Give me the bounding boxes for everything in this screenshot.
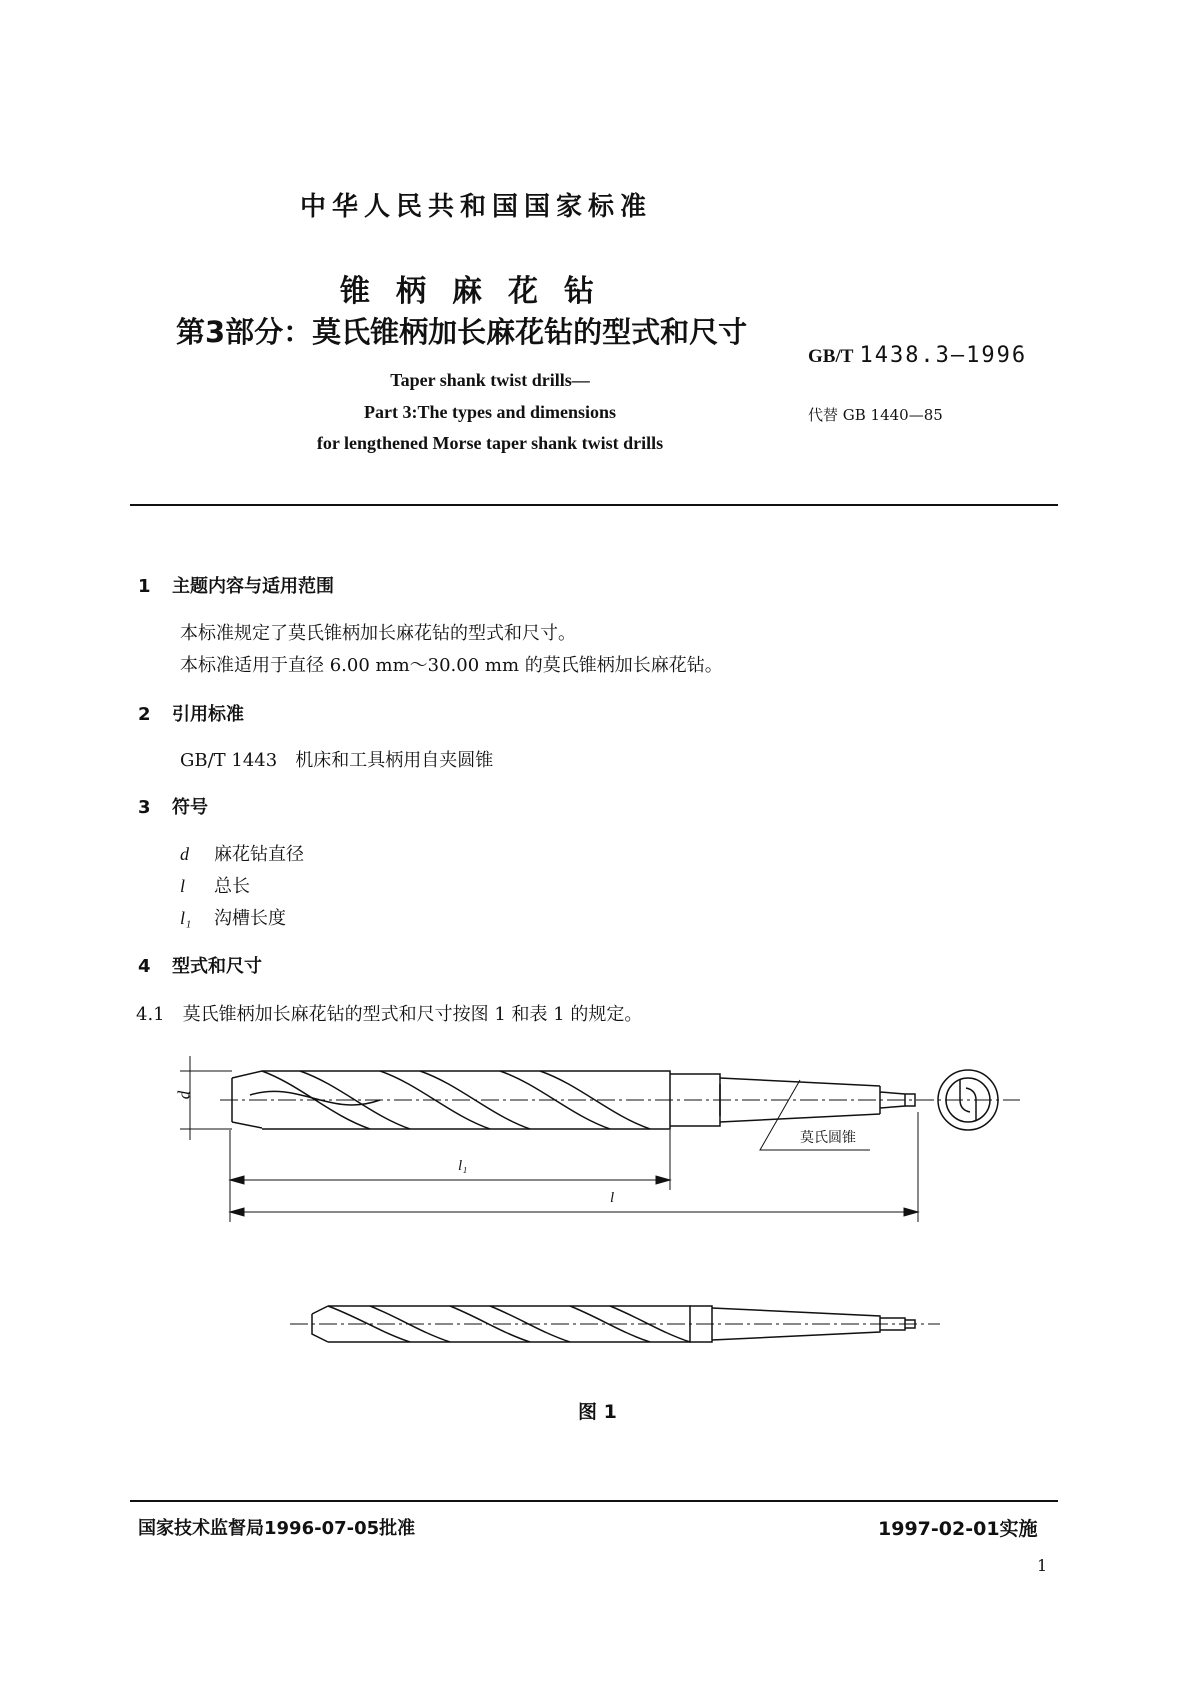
standard-number-value: 1438.3—1996 [859,343,1028,368]
section-1-paragraph-2: 本标准适用于直径 6.00 mm～30.00 mm 的莫氏锥柄加长麻花钻。 [180,655,723,676]
section-title: 引用标准 [172,704,244,725]
replaces-note: 代替 GB 1440—85 [808,406,943,424]
symbol-desc: 沟槽长度 [214,908,286,929]
section-number: 3 [138,797,151,818]
figure-caption: 图 1 [578,1401,617,1423]
footer-divider [130,1500,1058,1502]
page-number: 1 [1037,1556,1048,1575]
dim-label-d: d [174,1090,194,1100]
implementation-date: 1997-02-01实施 [878,1518,1038,1540]
approval-note: 国家技术监督局1996-07-05批准 [138,1518,416,1539]
symbol-desc: 麻花钻直径 [214,844,304,865]
section-title: 主题内容与适用范围 [172,576,334,597]
clause-4-1: 4.1 莫氏锥柄加长麻花钻的型式和尺寸按图 1 和表 1 的规定。 [136,1004,643,1025]
standard-title: 中华人民共和国国家标准 [300,192,653,222]
title-en-line3: for lengthened Morse taper shank twist drills [316,433,664,453]
section-number: 1 [138,576,151,597]
morse-taper-label: 莫氏圆锥 [800,1130,856,1146]
title-en-line1: Taper shank twist drills— [390,370,590,390]
symbol: d [180,844,189,864]
symbol: l [180,876,186,896]
dim-label-l: l [610,1190,615,1206]
title-cn-main: 锥柄麻花钻 [340,274,620,309]
section-title: 型式和尺寸 [172,956,262,977]
reference-standard: GB/T 1443 机床和工具柄用自夹圆锥 [180,750,494,771]
standard-code: GB/T [808,346,854,367]
symbol: l₁ [180,908,192,928]
section-number: 2 [138,704,151,725]
symbol-desc: 总长 [214,876,250,897]
section-1-paragraph-1: 本标准规定了莫氏锥柄加长麻花钻的型式和尺寸。 [180,623,576,644]
title-en-line2: Part 3:The types and dimensions [363,402,617,422]
section-title: 符号 [172,797,208,818]
section-number: 4 [138,956,151,977]
lower-drill-view [290,1306,940,1342]
title-cn-sub: 第3部分：莫氏锥柄加长麻花钻的型式和尺寸 [176,315,748,349]
dim-label-l1: l₁ [458,1158,468,1174]
